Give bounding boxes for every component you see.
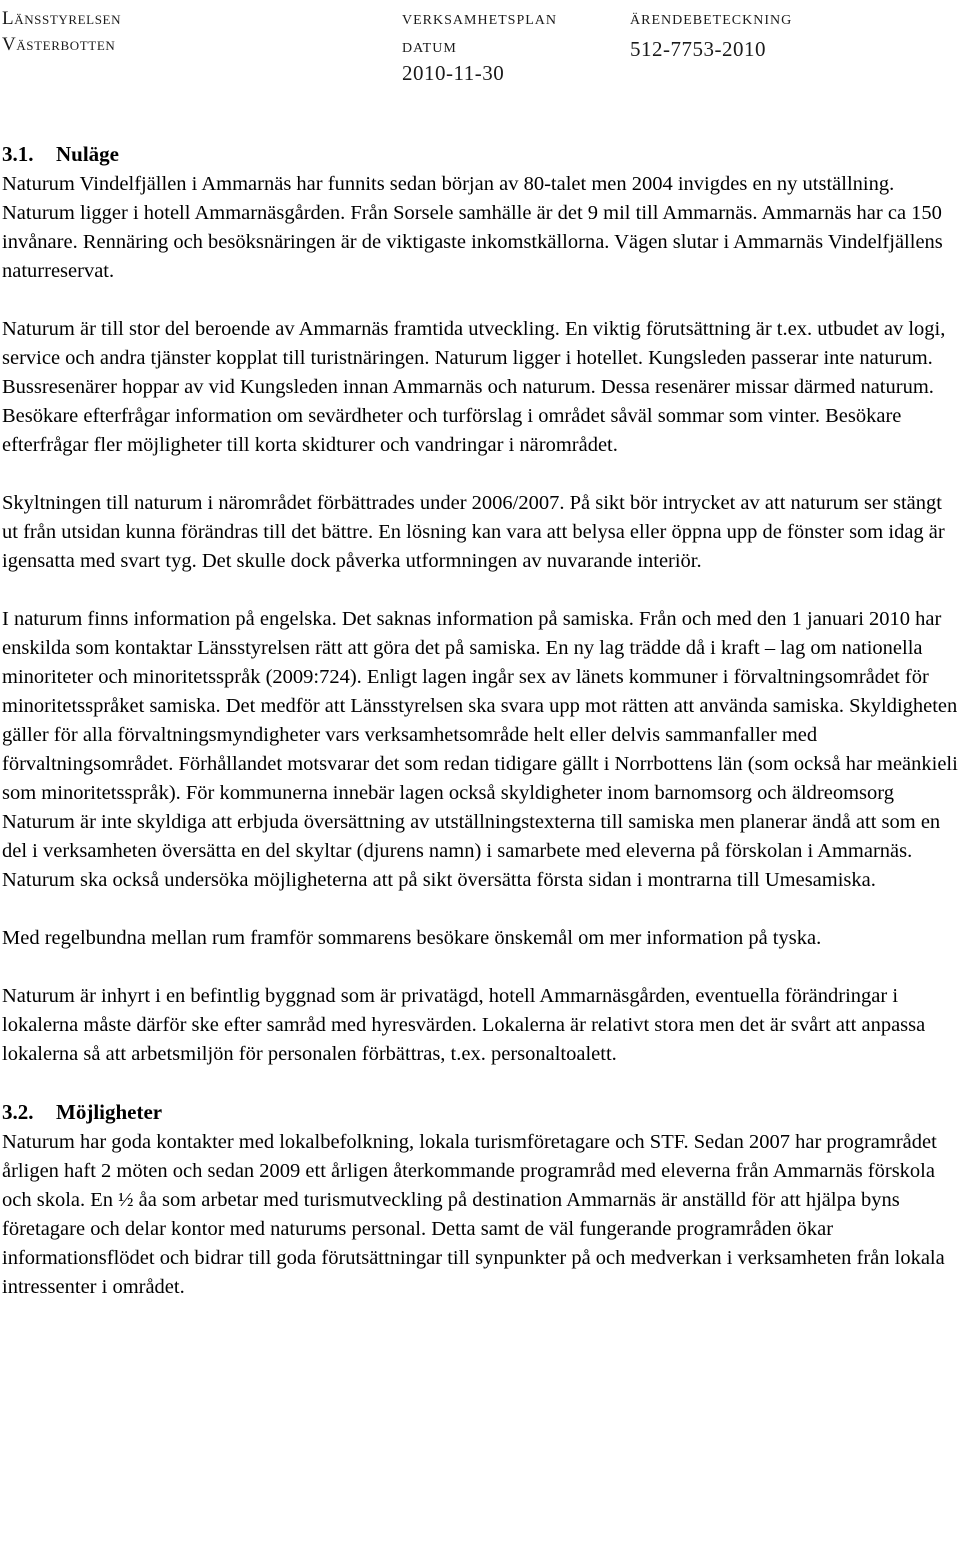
plan-label: VERKSAMHETSPLAN [402, 13, 558, 28]
paragraph: Med regelbundna mellan rum framför sommarens besökare önskemål om mer information på tyska. [2, 927, 822, 949]
section-number: 3.1. [2, 142, 34, 166]
section-title: Nuläge [56, 142, 119, 166]
paragraph: Naturum är inhyrt i en befintlig byggnad som är privatägd, hotell Ammarnäsgården, eventuella förändringar i lokalerna måste därför ske efter samråd med hyresvärden. Lokalerna är relativt stora men det är svårt att anpassa lokalerna så att arbetsmiljön för personalen förbättras, t.ex. personaltoalett. [2, 985, 926, 1065]
paragraph: Skyltningen till naturum i närområdet förbättrades under 2006/2007. På sikt bör intrycket av att naturum ser stängt ut från utsidan kunna förändras till det bättre. En lösning kan vara att belysa eller öppna upp de fönster som idag är igensatta med svart tyg. Det skulle dock påverka utformningen av nuvarande interiör. [2, 492, 945, 572]
organization-line-2: Västerbotten [2, 34, 116, 55]
date-label: DATUM [402, 41, 457, 56]
section-number: 3.2. [2, 1100, 34, 1124]
reference-value: 512-7753-2010 [630, 37, 766, 61]
section-heading-mojligheter [2, 1098, 958, 1126]
plan-date-block [402, 6, 557, 86]
document-body [2, 140, 958, 1302]
paragraph: Naturum är inte skyldiga att erbjuda översättning av utställningstexterna till samiska men planerar ändå att som en del i verksamheten översätta en del skyltar (djurens namn) i samarbete med eleverna på förskolan i Ammarnäs. Naturum ska också undersöka möjligheterna att på sikt översätta första sidan i montrarna till Umesamiska. [2, 811, 941, 891]
reference-label: ÄRENDEBETECKNING [630, 13, 793, 28]
paragraph: I naturum finns information på engelska. Det saknas information på samiska. Från och med den 1 januari 2010 har enskilda som kontaktar Länsstyrelsen rätt att göra det på samiska. En ny lag trädde då i kraft – lag om nationella minoriteter och minoritetsspråk (2009:724). Enligt lagen ingår sex av länets kommuner i förvaltningsområdet för minoritetsspråket samiska. Det medför att Länsstyrelsen ska svara upp mot rätten att använda samiska. Skyldigheten gäller för alla förvaltningsmyndigheter vars verksamhetsområde helt eller delvis sammanfaller med förvaltningsområdet. Förhållandet motsvarar det som redan tidigare gällt i Norrbottens län (som också har meänkieli som minoritetsspråk). För kommunerna innebär lagen också skyldigheter inom barnomsorg och äldreomsorg [2, 608, 958, 804]
date-value: 2010-11-30 [402, 61, 505, 85]
organization-line-1: Länsstyrelsen [2, 8, 122, 29]
section-heading-nulage [2, 140, 958, 168]
document-header [0, 6, 960, 85]
paragraph: Naturum Vindelfjällen i Ammarnäs har funnits sedan början av 80-talet men 2004 invigdes en ny utställning. Naturum ligger i hotell Ammarnäsgården. Från Sorsele samhälle är det 9 mil till Ammarnäs. Ammarnäs har ca 150 invånare. Rennäring och besöksnäringen är de viktigaste inkomstkällorna. Vägen slutar i Ammarnäs Vindelfjällens naturreservat. [2, 173, 943, 282]
reference-block [630, 6, 792, 62]
organization-name [2, 6, 121, 58]
paragraph: Naturum är till stor del beroende av Ammarnäs framtida utveckling. En viktig förutsättning är t.ex. utbudet av logi, service och andra tjänster kopplat till turistnäringen. Naturum ligger i hotellet. Kungsleden passerar inte naturum. Bussresenärer hoppar av vid Kungsleden innan Ammarnäs och naturum. Dessa resenärer missar därmed naturum. Besökare efterfrågar information om sevärdheter och turförslag i området såväl sommar som vinter. Besökare efterfrågar fler möjligheter till korta skidturer och vandringar i närområdet. [2, 318, 946, 456]
section-title: Möjligheter [56, 1100, 163, 1124]
paragraph: Naturum har goda kontakter med lokalbefolkning, lokala turismföretagare och STF. Sedan 2007 har programrådet årligen haft 2 möten och sedan 2009 ett årligen återkommande programråd med eleverna från Ammarnäs förskola och skola. En ½ åa som arbetar med turismutveckling på destination Ammarnäs är anställd för att hjälpa byns företagare och delar kontor med naturums personal. Detta samt de väl fungerande programråden ökar informationsflödet och bidrar till goda förutsättningar till synpunkter på och medverkan i verksamheten från lokala intressenter i området. [2, 1131, 945, 1298]
